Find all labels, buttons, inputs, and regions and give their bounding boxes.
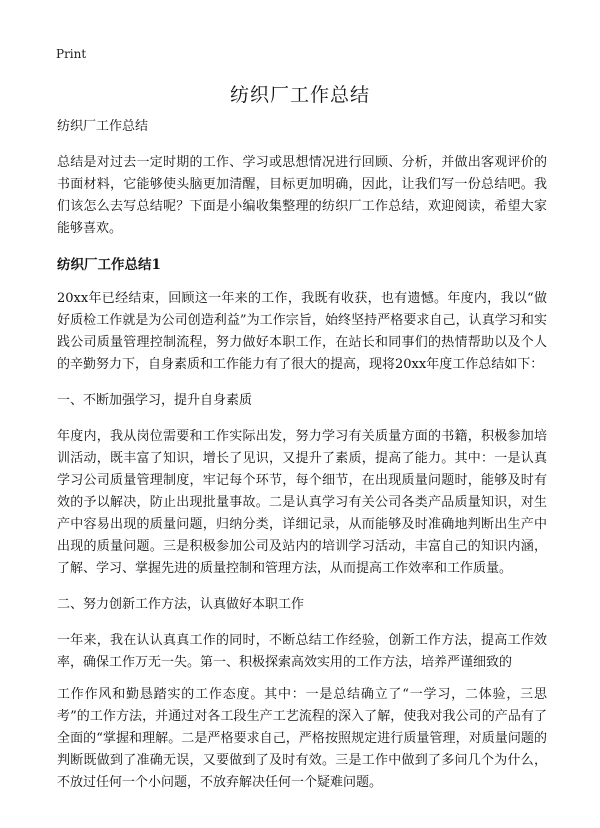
paragraph-attitude: 工作作风和勤恳踏实的工作态度。其中：一是总结确立了“一学习，二体验，三思考”的工作方法，并通过对各工段生产工艺流程的深入了解，使我对我公司的产品有了全面的“掌握和理解。二是严格要求自己，严格按照规定进行质量管理，对质量问题的判断既做到了准确无误，又要做到了及时有效。三是工作中做到了多问几个为什么，不放过任何一个小问题，不放弃解决任何一个疑难问题。 xyxy=(57,687,547,790)
section-heading: 纺织厂工作总结1 xyxy=(57,257,161,273)
intro-paragraph: 总结是对过去一定时期的工作、学习或思想情况进行回顾、分析，并做出客观评价的书面材料，它能够使头脑更加清醒，目标更加明确，因此，让我们写一份总结吧。我们该怎么去写总结呢？下面是小编收集整理的纺织厂工作总结，欢迎阅读，希望大家能够喜欢。 xyxy=(57,155,547,236)
print-link[interactable]: Print xyxy=(56,47,87,61)
paragraph-opening: 20xx年已经结束，回顾这一年来的工作，我既有收获，也有遗憾。年度内，我以“做好质检工作就是为公司创造利益”为工作宗旨，始终坚持严格要求自己，认真学习和实践公司质量管理控制流程，努力做好本职工作，在站长和同事们的热情帮助以及个人的辛勤努力下，自身素质和工作能力有了很大的提高，现将20xx年度工作总结如下： xyxy=(57,291,547,372)
subheading-methods: 二、努力创新工作方法，认真做好本职工作 xyxy=(57,597,305,612)
page-title: 纺织厂工作总结 xyxy=(229,84,370,106)
document-subtitle: 纺织厂工作总结 xyxy=(57,119,149,134)
paragraph-methods: 一年来，我在认认真真工作的同时，不断总结工作经验，创新工作方法，提高工作效率，确保工作万无一失。第一、积极探索高效实用的工作方法，培养严谨细致的 xyxy=(57,633,547,670)
paragraph-learning: 年度内，我从岗位需要和工作实际出发，努力学习有关质量方面的书籍，积极参加培训活动，既丰富了知识，增长了见识，又提升了素质，提高了能力。其中：一是认真学习公司质量管理制度，牢记每个环节，每个细节，在出现质量问题时，能够及时有效的予以解决，防止出现批量事故。二是认真学习有关公司各类产品质量知识，对生产中容易出现的质量问题，归纳分类，详细记录，从而能够及时准确地判断出生产中出现的质量问题。三是积极参加公司及站内的培训学习活动，丰富自己的知识内涵，了解、学习、掌握先进的质量控制和管理方法，从而提高工作效率和工作质量。 xyxy=(57,429,547,576)
document-body xyxy=(57,116,547,808)
subheading-learning: 一、不断加强学习，提升自身素质 xyxy=(57,393,253,408)
